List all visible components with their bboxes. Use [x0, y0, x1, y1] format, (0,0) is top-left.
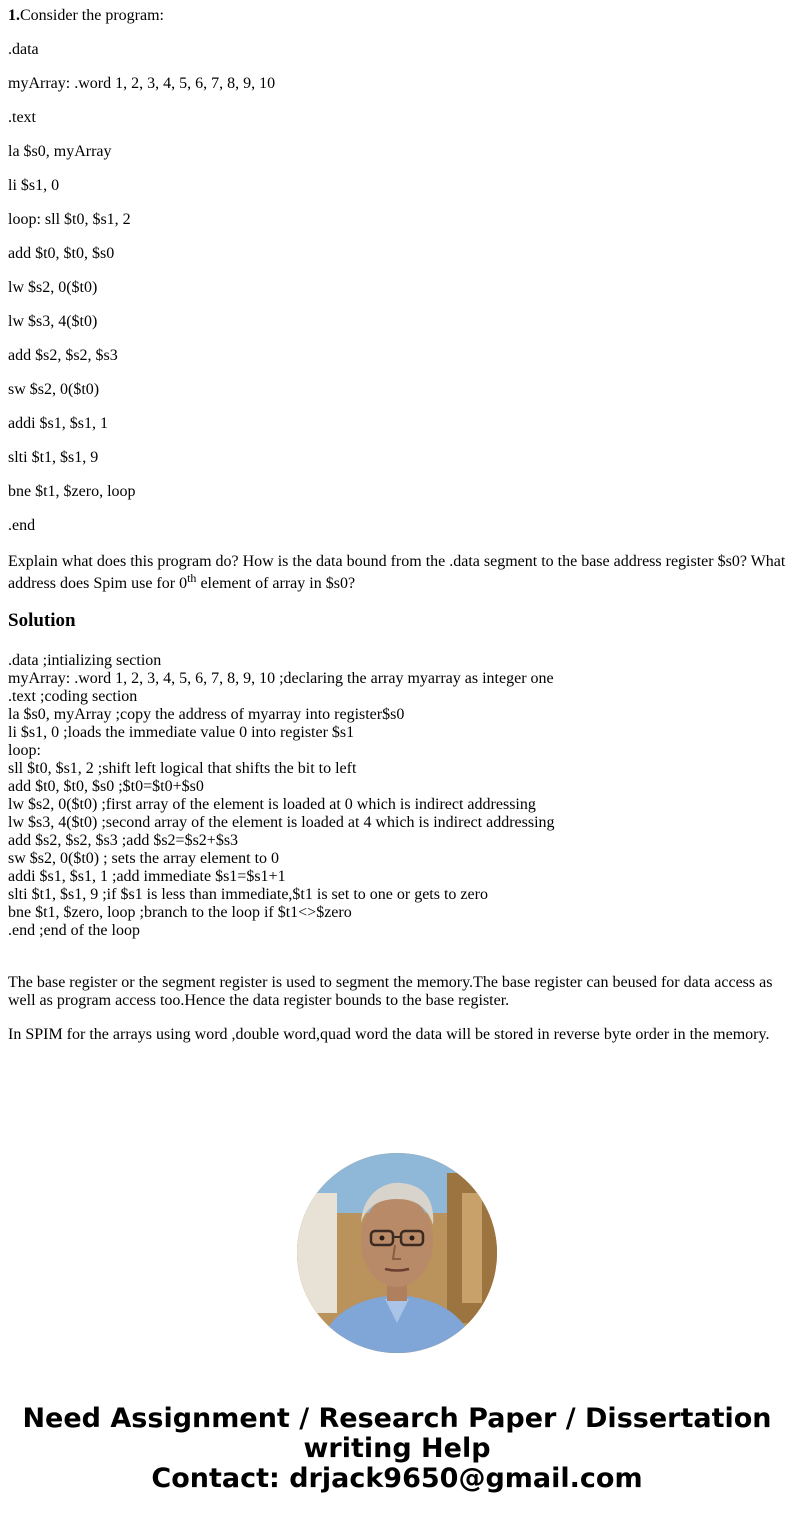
solution-paragraph-2: In SPIM for the arrays using word ,double word,quad word the data will be stored in reverse byte order in the memory. — [8, 1026, 770, 1043]
solution-line: .data ;intializing section — [8, 652, 162, 669]
explain-text-1: Explain what does this program do? How is the data bound from the .data segment to the base address register $s0? What address does Spim use for 0 — [8, 553, 786, 592]
explain-text-2: element of array in $s0? — [196, 575, 356, 592]
code-line: slti $t1, $s1, 9 — [8, 449, 99, 466]
solution-line: slti $t1, $s1, 9 ;if $s1 is less than immediate,$t1 is set to one or gets to zero — [8, 886, 488, 903]
solution-line: lw $s2, 0($t0) ;first array of the element is loaded at 0 which is indirect addressing — [8, 796, 536, 813]
code-line: li $s1, 0 — [8, 177, 60, 194]
code-line: .data — [8, 41, 39, 58]
solution-line: lw $s3, 4($t0) ;second array of the element is loaded at 4 which is indirect addressing — [8, 814, 555, 831]
banner-line-2: writing Help — [303, 1433, 491, 1464]
solution-line: add $t0, $t0, $s0 ;$t0=$t0+$s0 — [8, 778, 204, 795]
solution-paragraph-1: The base register or the segment register is used to segment the memory.The base register can beused for data access as well as program access too.Hence the data register bounds to the base register. — [8, 974, 773, 1009]
solution-line: la $s0, myArray ;copy the address of myarray into register$s0 — [8, 706, 405, 723]
code-line: addi $s1, $s1, 1 — [8, 415, 108, 432]
code-line: .end — [8, 517, 36, 534]
code-line: la $s0, myArray — [8, 143, 112, 160]
code-line: bne $t1, $zero, loop — [8, 483, 136, 500]
solution-line: addi $s1, $s1, 1 ;add immediate $s1=$s1+1 — [8, 868, 286, 885]
solution-line: sw $s2, 0($t0) ; sets the array element to 0 — [8, 850, 280, 867]
solution-line: add $s2, $s2, $s3 ;add $s2=$s2+$s3 — [8, 832, 239, 849]
author-photo — [297, 1153, 497, 1353]
solution-code — [8, 652, 788, 940]
portrait-image — [297, 1153, 497, 1353]
question-explain — [8, 551, 790, 595]
solution-line: loop: — [8, 742, 41, 759]
code-line: sw $s2, 0($t0) — [8, 381, 100, 398]
promo-banner — [0, 1404, 794, 1494]
banner-line-1: Need Assignment / Research Paper / Dissertation — [22, 1403, 772, 1434]
question-intro: Consider the program: — [20, 7, 164, 24]
solution-line: li $s1, 0 ;loads the immediate value 0 into register $s1 — [8, 724, 355, 741]
code-line: lw $s3, 4($t0) — [8, 313, 98, 330]
solution-line: .text ;coding section — [8, 688, 138, 705]
question-number: 1. — [8, 7, 20, 24]
code-line: loop: sll $t0, $s1, 2 — [8, 211, 131, 228]
question-intro-line — [8, 7, 164, 25]
solution-line: .end ;end of the loop — [8, 922, 140, 939]
solution-line: sll $t0, $s1, 2 ;shift left logical that shifts the bit to left — [8, 760, 357, 777]
code-line: lw $s2, 0($t0) — [8, 279, 98, 296]
solution-line: myArray: .word 1, 2, 3, 4, 5, 6, 7, 8, 9, 10 ;declaring the array myarray as integer one — [8, 670, 554, 687]
code-line: add $s2, $s2, $s3 — [8, 347, 118, 364]
code-line: add $t0, $t0, $s0 — [8, 245, 115, 262]
code-line: .text — [8, 109, 36, 126]
solution-line: bne $t1, $zero, loop ;branch to the loop if $t1<>$zero — [8, 904, 352, 921]
explain-superscript: th — [187, 571, 197, 585]
code-line: myArray: .word 1, 2, 3, 4, 5, 6, 7, 8, 9, 10 — [8, 75, 276, 92]
banner-contact: Contact: drjack9650@gmail.com — [151, 1463, 643, 1494]
solution-heading: Solution — [8, 610, 76, 631]
